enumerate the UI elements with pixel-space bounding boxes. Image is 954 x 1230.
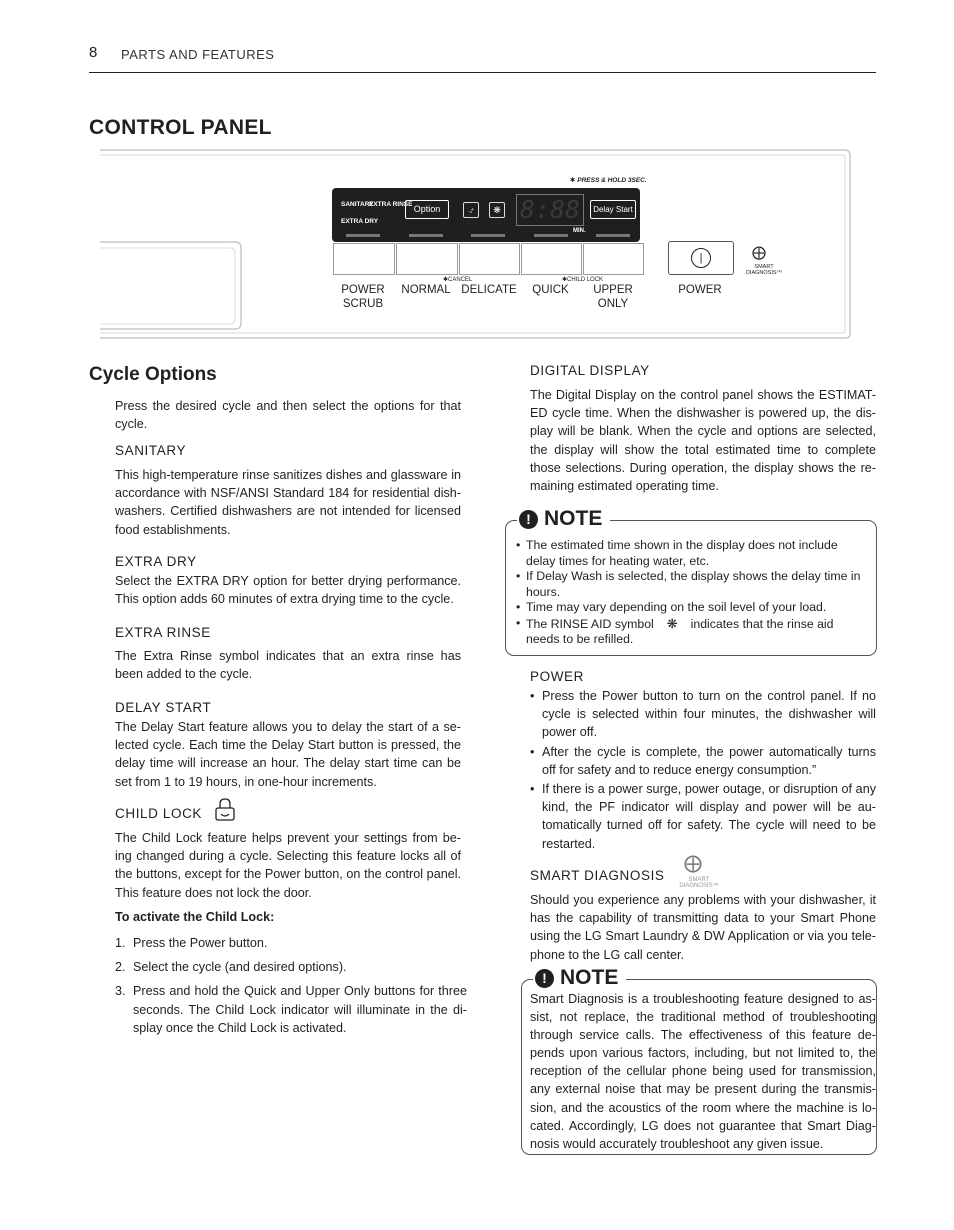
press-hold-note: ✱ PRESS & HOLD 3SEC.	[570, 177, 647, 184]
rinse-aid-icon: ❋	[666, 615, 678, 631]
power-label: POWER	[678, 284, 722, 296]
digital-display-text: The Digital Display on the control panel shows the ESTIMAT-ED cycle time. When the dishwasher is powered up, the dis-play will be blank. When the cycle and options are selected, the display will show the total estimated time to complete those selections. During operation, the display shows the re-maining estimated operating time.	[530, 388, 876, 494]
exclamation-icon: !	[535, 969, 554, 988]
indicator-bar	[346, 234, 380, 237]
list-item: 1. Press the Power button.	[115, 936, 268, 950]
section-title: PARTS AND FEATURES	[121, 47, 275, 62]
power-icon: |	[691, 248, 711, 268]
min-label: MIN.	[573, 228, 586, 234]
digital-display-readout: 8:88	[516, 194, 584, 226]
list-item: • After the cycle is complete, the power automatically turns off for safety and to reduce energy consumption.”	[530, 743, 876, 779]
child-lock-icon: ⍻	[463, 202, 479, 218]
exclamation-icon: !	[519, 510, 538, 529]
extra-rinse-heading: EXTRA RINSE	[115, 625, 211, 640]
smart-diagnosis-icon: ⨁	[752, 244, 766, 260]
indicator-bar	[534, 234, 568, 237]
activate-child-lock-heading: To activate the Child Lock:	[115, 910, 275, 924]
note-title: ! NOTE	[533, 966, 626, 990]
child-lock-label: ✱CHILD LOCK	[562, 277, 604, 283]
digital-display-heading: DIGITAL DISPLAY	[530, 363, 650, 378]
list-item: • The RINSE AID symbol ❋ indicates that the rinse aid needs to be refilled.	[516, 616, 862, 648]
smart-diagnosis-text: Should you experience any problems with your dishwasher, it has the capability of transmitting data to your Smart Phone using the LG Smart Laundry & DW Application or via you tele-phone to the LG call center.	[530, 893, 876, 962]
cycle-options-intro: Press the desired cycle and then select the options for that cycle.	[115, 399, 461, 432]
cycle-button-power-scrub[interactable]	[333, 243, 395, 275]
cycle-options-heading: Cycle Options	[89, 364, 217, 385]
indicator-bar	[409, 234, 443, 237]
list-item: • If Delay Wash is selected, the display shows the delay time in hours.	[516, 569, 862, 600]
delay-start-text: The Delay Start feature allows you to delay the start of a se-lected cycle. Each time the Delay Start button is pressed, the delay time will increase an hour. The delay start time can be set from 1 to 19 hours, in one-hour increments.	[115, 720, 461, 789]
power-button[interactable]	[668, 241, 734, 275]
list-item: • If there is a power surge, power outage, or disruption of any kind, the PF indicator will display and power will be au-tomatically turned off for safety. The cycle will need to be restarted.	[530, 780, 876, 853]
indicator-extra-dry: EXTRA DRY	[341, 218, 379, 225]
indicator-sanitary: SANITARY	[341, 201, 374, 208]
smart-diagnosis-icon-label: SMART DIAGNOSIS™	[679, 877, 719, 889]
cycle-label-delicate: DELICATE	[461, 284, 517, 296]
power-heading: POWER	[530, 669, 585, 684]
page-number: 8	[89, 44, 98, 61]
list-item: • Time may vary depending on the soil level of your load.	[516, 600, 862, 616]
option-button[interactable]: Option	[405, 200, 449, 219]
sanitary-heading: SANITARY	[115, 443, 187, 458]
indicator-bar	[471, 234, 505, 237]
page-title: CONTROL PANEL	[89, 116, 272, 139]
child-lock-heading: CHILD LOCK	[115, 806, 203, 821]
cycle-button-normal[interactable]	[396, 243, 458, 275]
extra-dry-text: Select the EXTRA DRY option for better drying performance. This option adds 60 minutes of extra drying time to the cycle.	[115, 574, 461, 607]
delay-start-heading: DELAY START	[115, 700, 212, 715]
extra-dry-heading: EXTRA DRY	[115, 554, 197, 569]
control-panel-illustration	[100, 148, 852, 340]
indicator-bar	[596, 234, 630, 237]
rinse-aid-icon: ❋	[489, 202, 505, 218]
note-list	[516, 538, 862, 648]
cycle-button-delicate[interactable]	[459, 243, 520, 275]
cycle-label-power-scrub: POWER SCRUB	[341, 284, 385, 310]
list-item: • Press the Power button to turn on the control panel. If no cycle is selected within four minutes, the dishwasher will power off.	[530, 687, 876, 742]
cancel-label: ✱CANCEL	[443, 277, 473, 283]
cycle-button-upper-only[interactable]	[583, 243, 644, 275]
delay-start-button[interactable]: Delay Start	[590, 200, 636, 219]
extra-rinse-text: The Extra Rinse symbol indicates that an extra rinse has been added to the cycle.	[115, 649, 461, 682]
sanitary-text: This high-temperature rinse sanitizes dishes and glassware in accordance with NSF/ANSI Standard 184 for residential dish-washers. Certified dishwashers are not intended for licensed food establishments.	[115, 468, 461, 537]
child-lock-text: The Child Lock feature helps prevent your settings from be-ing changed during a cycle. Selecting this feature locks all of the buttons, except for the Power button, on the control panel. This feature does not lock the door.	[115, 831, 461, 900]
power-list	[530, 687, 876, 853]
child-lock-steps	[115, 934, 467, 1043]
header-rule	[89, 72, 876, 73]
cycle-label-normal: NORMAL	[401, 284, 451, 296]
smart-diagnosis-icon: ⨁	[684, 853, 702, 873]
cycle-button-quick[interactable]	[521, 243, 582, 275]
cycle-label-upper-only: UPPER ONLY	[593, 284, 633, 310]
note-title: ! NOTE	[517, 507, 610, 531]
smart-diagnosis-panel-label: SMART DIAGNOSIS™	[745, 264, 783, 276]
child-lock-heading-icon	[214, 798, 236, 822]
list-item: 2. Select the cycle (and desired options).	[115, 960, 347, 975]
list-item: • The estimated time shown in the display does not include delay times for heating water, etc.	[516, 538, 862, 569]
smart-diagnosis-note-text: Smart Diagnosis is a troubleshooting feature designed to as-sist, not replace, the traditional method of troubleshooting through service calls. The effectiveness of this feature de-pends upon various factors, including, but not limited to, the reception of the cellular phone being used for transmission, any external noise that may be present during the transmis-sion, and the acoustics of the room where the machine is lo-cated. Accordingly, LG does not guarantee that Smart Diag-nosis would accurately troubleshoot any given issue.	[530, 992, 876, 1151]
smart-diagnosis-heading: SMART DIAGNOSIS	[530, 868, 665, 883]
list-item: 3. Press and hold the Quick and Upper Only buttons for three seconds. The Child Lock indicator will illuminate in the di-splay once the Child Lock is activated.	[115, 984, 467, 1035]
indicator-extra-rinse: EXTRA RINSE	[369, 201, 413, 208]
cycle-label-quick: QUICK	[532, 284, 569, 296]
